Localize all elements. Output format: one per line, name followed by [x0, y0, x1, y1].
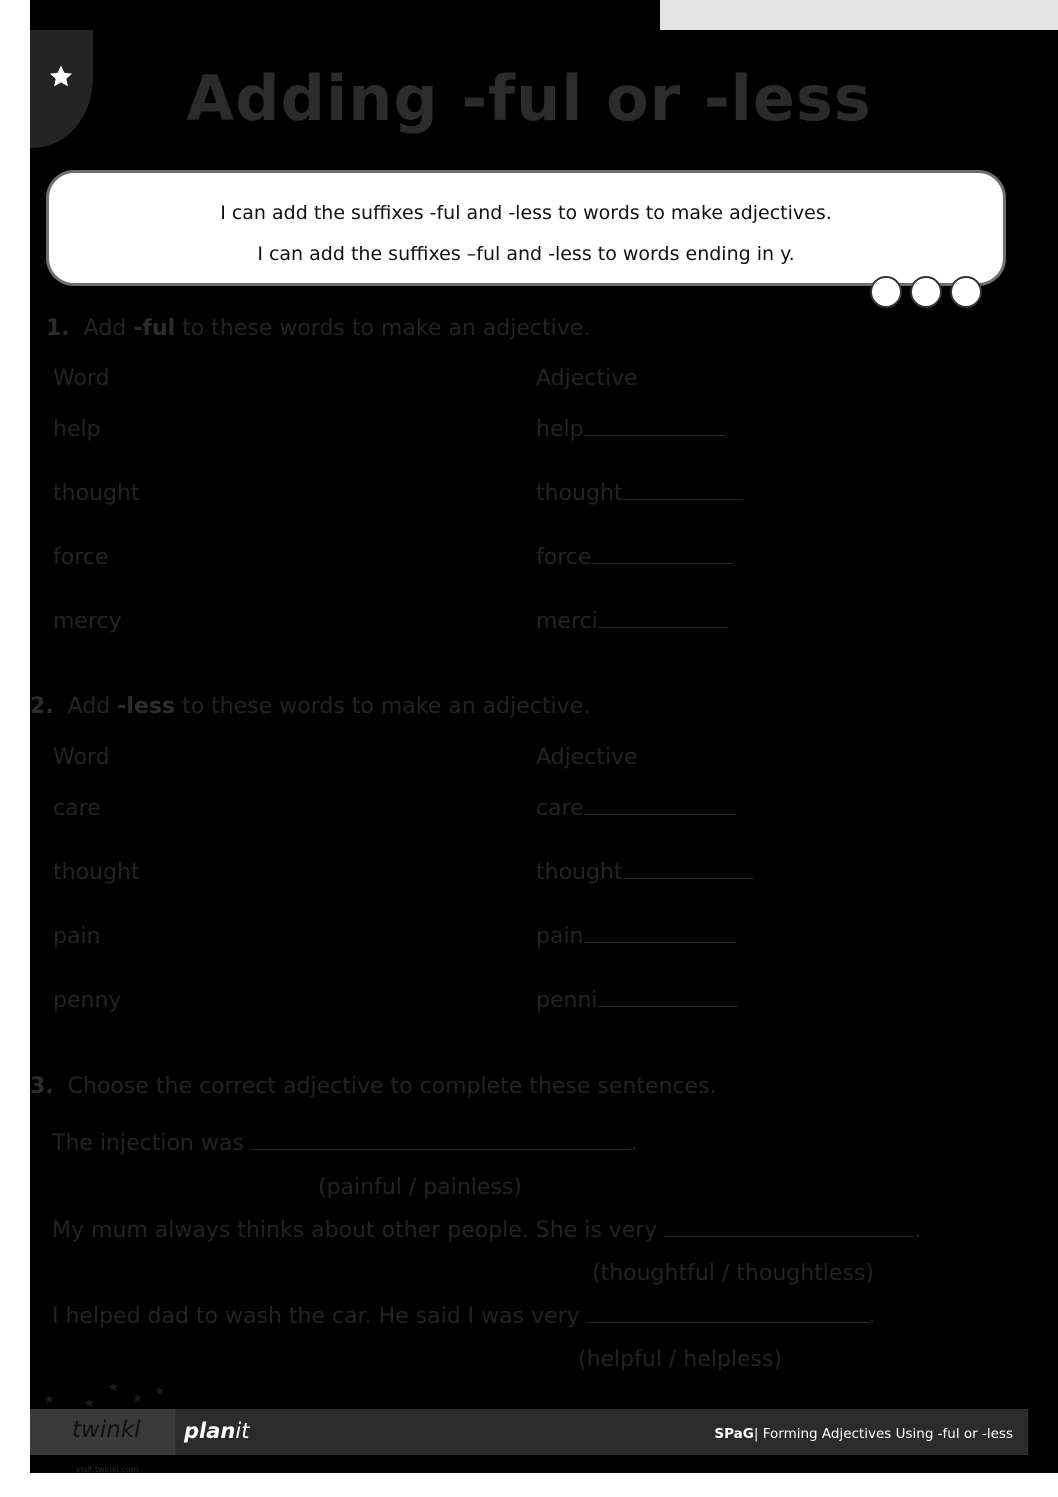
- question-1-heading: 1. Add -ful to these words to make an adjective.: [46, 316, 591, 341]
- q1-word-header: Word: [53, 366, 110, 391]
- q1-word: mercy: [53, 609, 122, 634]
- question-3-heading: 3. Choose the correct adjective to complete these sentences.: [30, 1074, 717, 1099]
- star-icon: ★: [44, 1392, 55, 1406]
- q1-answer[interactable]: force: [536, 545, 733, 570]
- objective-1: I can add the suffixes -ful and -less to words to make adjectives.: [220, 202, 832, 224]
- twinkl-logo-text: twinkl: [72, 1417, 141, 1443]
- footer-topic: SPaG| Forming Adjectives Using -ful or -less: [714, 1426, 1013, 1442]
- q1-word: help: [53, 417, 101, 442]
- q2-word-header: Word: [53, 745, 110, 770]
- q2-word: care: [53, 796, 101, 821]
- q2-adjective-header: Adjective: [536, 745, 638, 770]
- q3-sentence[interactable]: The injection was .: [52, 1131, 638, 1156]
- star-icon: ★: [132, 1391, 143, 1405]
- q1-adjective-header: Adjective: [536, 366, 638, 391]
- q1-word: thought: [53, 481, 140, 506]
- question-2-heading: 2. Add -less to these words to make an adjective.: [30, 694, 591, 719]
- q3-options: (thoughtful / thoughtless): [592, 1261, 874, 1286]
- page-title: Adding -ful or -less: [186, 62, 872, 135]
- q3-options: (helpful / helpless): [578, 1347, 783, 1372]
- q2-word: pain: [53, 924, 101, 949]
- q2-answer[interactable]: pain: [536, 924, 736, 949]
- q2-word: thought: [53, 860, 140, 885]
- learning-objectives-box: [46, 170, 1006, 286]
- q2-answer[interactable]: penni: [536, 988, 738, 1013]
- q1-word: force: [53, 545, 109, 570]
- q2-answer[interactable]: care: [536, 796, 736, 821]
- q3-options: (painful / painless): [318, 1175, 522, 1200]
- planit-logo: planit: [184, 1419, 250, 1443]
- q1-answer[interactable]: merci: [536, 609, 728, 634]
- star-icon: ★: [154, 1384, 165, 1398]
- q2-answer[interactable]: thought: [536, 860, 753, 885]
- q1-answer[interactable]: help: [536, 417, 726, 442]
- q2-word: penny: [53, 988, 122, 1013]
- star-icon: ★: [108, 1380, 119, 1394]
- q3-sentence[interactable]: My mum always thinks about other people. She is very .: [52, 1218, 922, 1243]
- objective-2: I can add the suffixes –ful and -less to words ending in y.: [257, 243, 795, 265]
- q1-answer[interactable]: thought: [536, 481, 743, 506]
- top-strip: [660, 0, 1058, 30]
- q3-sentence[interactable]: I helped dad to wash the car. He said I was very .: [52, 1304, 876, 1329]
- visit-twinkl: visit twinkl.com: [76, 1465, 139, 1474]
- star-icon: ★: [84, 1396, 95, 1410]
